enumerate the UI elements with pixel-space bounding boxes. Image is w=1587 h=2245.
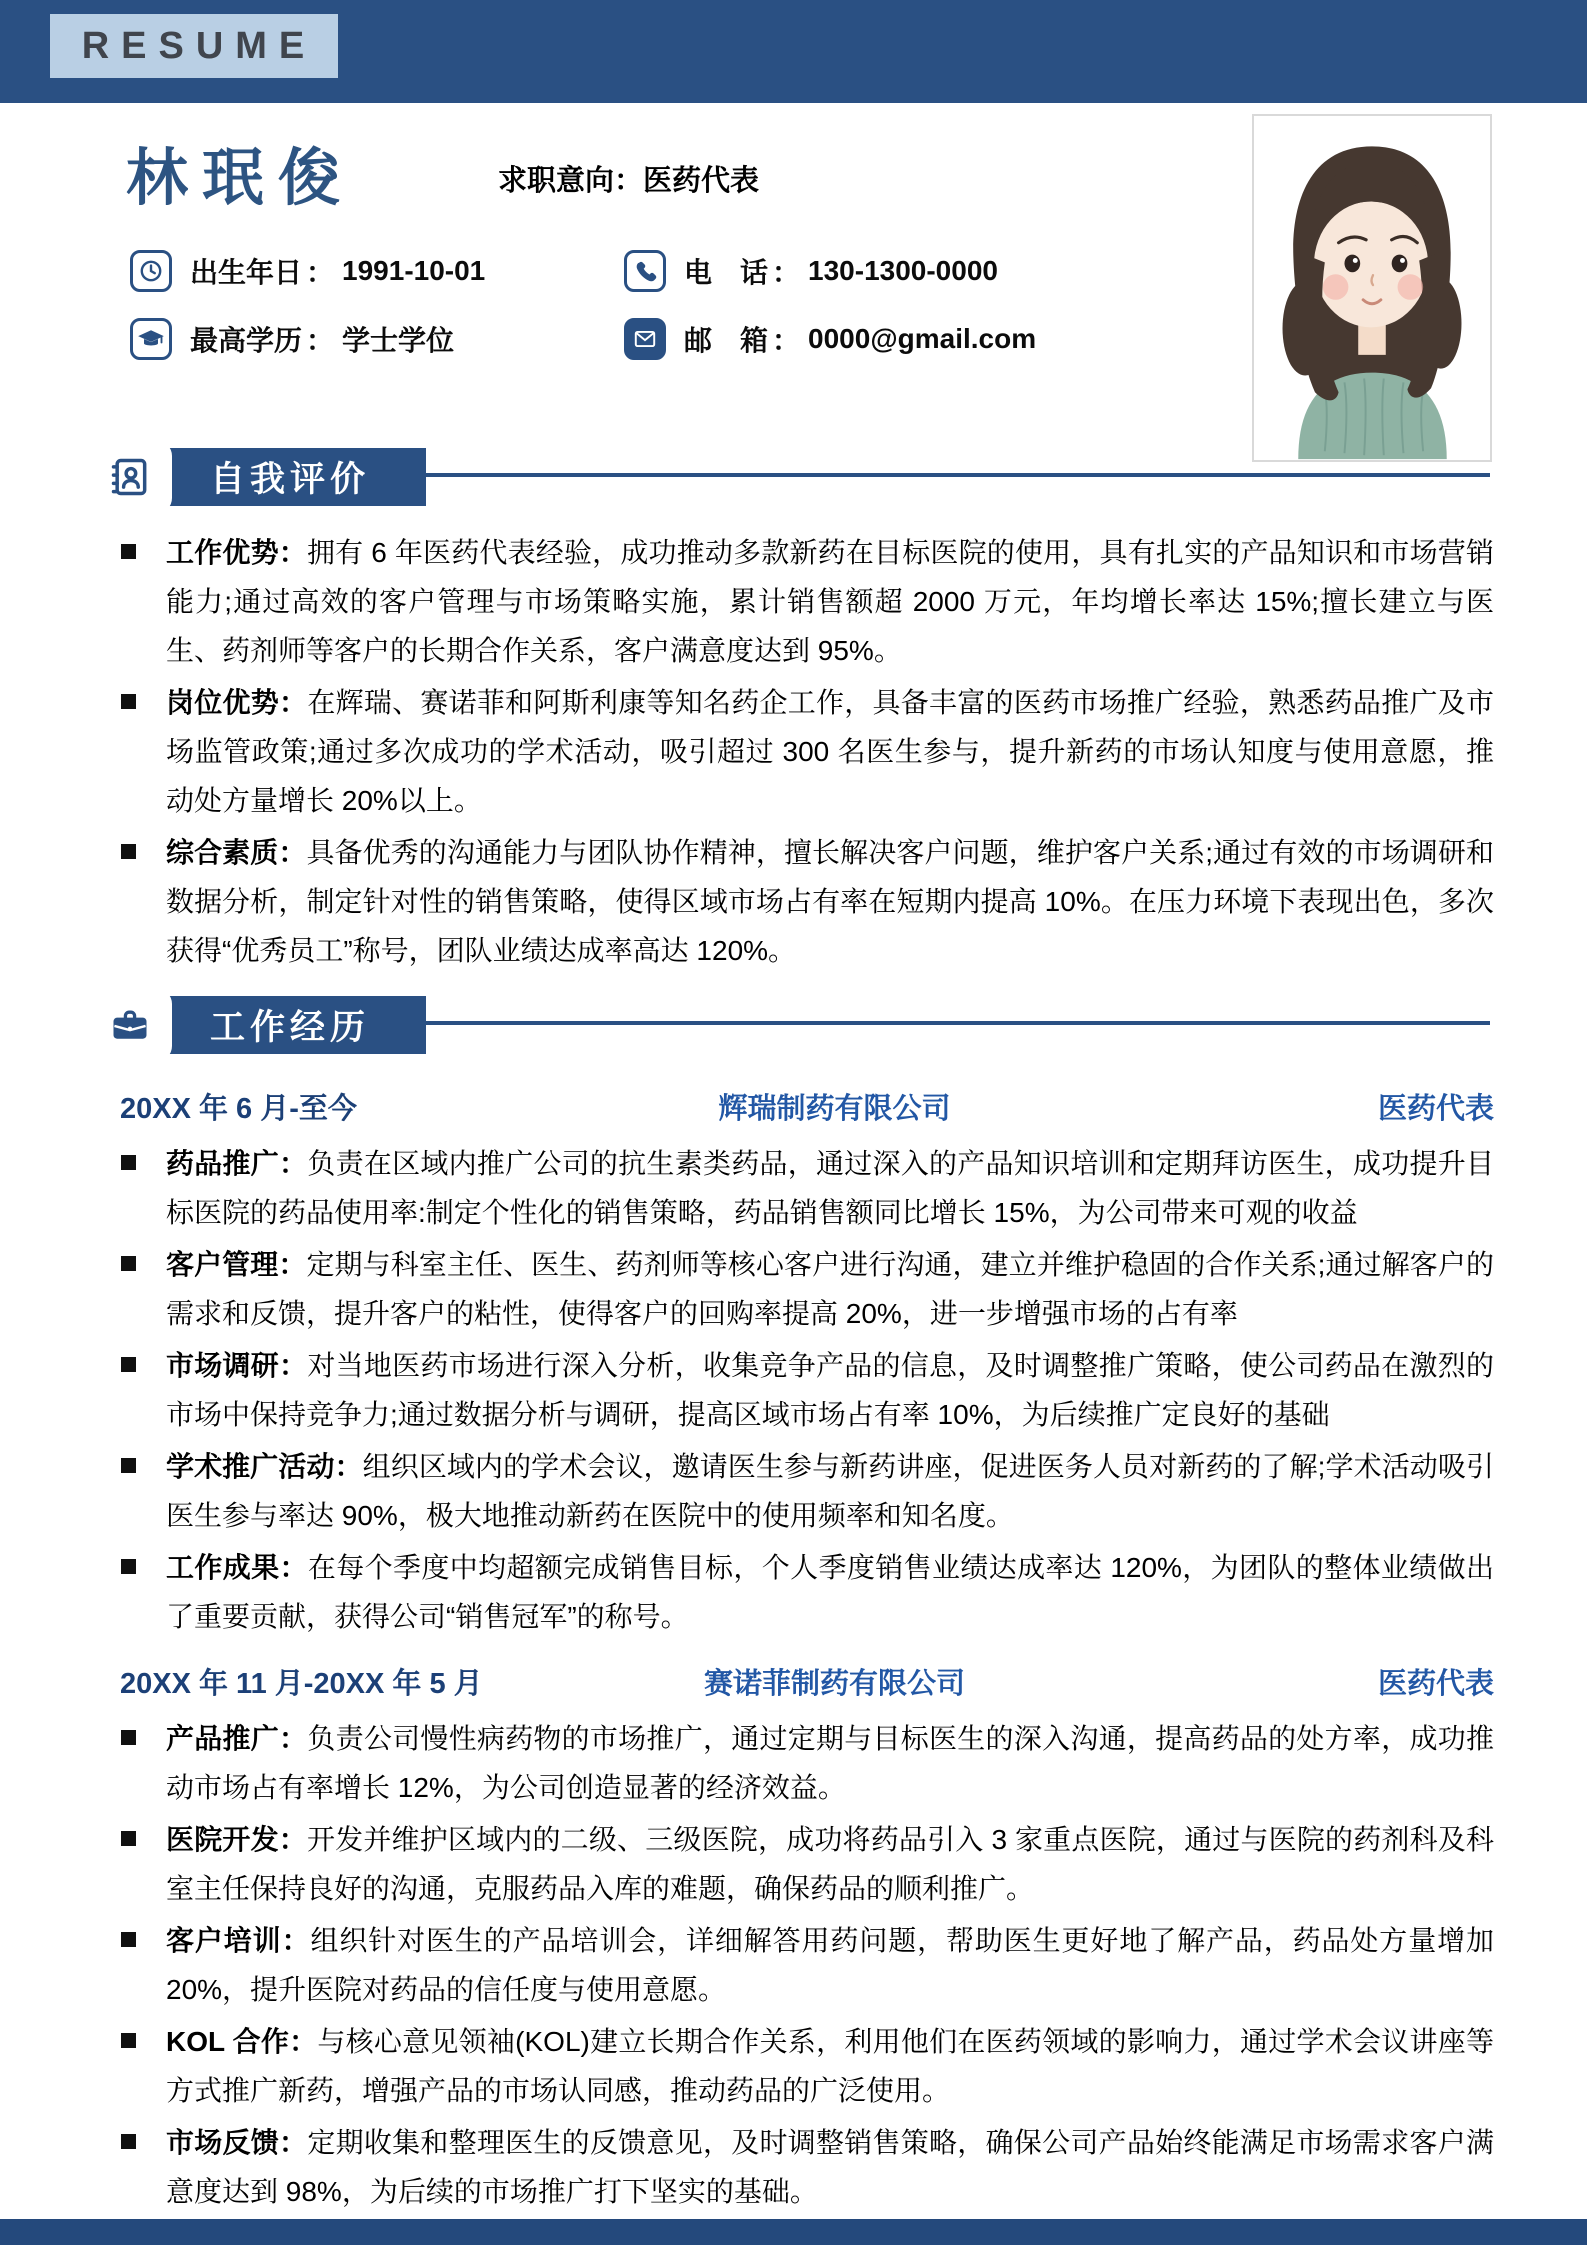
bullet-square (121, 2134, 136, 2149)
resume-banner-label: RESUME (50, 14, 338, 78)
contact-label: 出生年日 (190, 257, 303, 288)
item-text: 组织区域内的学术会议，邀请医生参与新药讲座，促进医务人员对新药的了解;学术活动吸引医生参与率达 90%，极大地推动新药在医院中的使用频率和知名度。 (166, 1451, 1494, 1531)
contact-email: 邮 箱 ： 0000@gmail.com (624, 318, 1036, 360)
bullet-square (121, 1831, 136, 1846)
self-evaluation-list (120, 528, 1494, 978)
job-item: 药品推广：负责在区域内推广公司的抗生素类药品，通过深入的产品知识培训和定期拜访医生，成功提升目标医院的药品使用率:制定个性化的销售策略，药品销售额同比增长 15%，为公司带来可观的收益 (120, 1139, 1494, 1237)
contact-phone: 电 话 ： 130-1300-0000 (624, 250, 1036, 292)
contact-value: 130-1300-0000 (808, 255, 998, 286)
job-item: 工作成果：在每个季度中均超额完成销售目标，个人季度销售业绩达成率达 120%，为团队的整体业绩做出了重要贡献，获得公司“销售冠军”的称号。 (120, 1543, 1494, 1641)
phone-icon (624, 250, 666, 292)
briefcase-icon (88, 988, 172, 1062)
bullet-square (121, 2033, 136, 2048)
bullet-square (121, 1357, 136, 1372)
graduation-cap-icon (130, 318, 172, 360)
job-company: 辉瑞制药有限公司 (718, 1093, 951, 1125)
bullet-square (121, 844, 136, 859)
bullet-square (121, 1155, 136, 1170)
bullet-square (121, 1932, 136, 1947)
job-item: 学术推广活动：组织区域内的学术会议，邀请医生参与新药讲座，促进医务人员对新药的了解;学术活动吸引医生参与率达 90%，极大地推动新药在医院中的使用频率和知名度。 (120, 1442, 1494, 1540)
contact-birthdate: 出生年日 ： 1991-10-01 (130, 250, 624, 292)
section-title: 自我评价 (210, 460, 371, 499)
candidate-name: 林珉俊 (126, 144, 355, 213)
contact-label: 电 话 (684, 257, 769, 288)
bullet-square (121, 1730, 136, 1745)
item-text: 在辉瑞、赛诺菲和阿斯利康等知名药企工作，具备丰富的医药市场推广经验，熟悉药品推广及市场监管政策;通过多次成功的学术活动，吸引超过 300 名医生参与，提升新药的市场认知度与使用意愿，推动处方量增长 20%以上。 (166, 687, 1494, 816)
job-item: 产品推广：负责公司慢性病药物的市场推广，通过定期与目标医生的深入沟通，提高药品的处方率，成功推动市场占有率增长 12%，为公司创造显著的经济效益。 (120, 1714, 1494, 1812)
item-text: 具备优秀的沟通能力与团队协作精神，擅长解决客户问题，维护客户关系;通过有效的市场调研和数据分析，制定针对性的销售策略，使得区域市场占有率在短期内提高 10%。在压力环境下表现出色，多次获得“优秀员工”称号，团队业绩达成率高达 120%。 (166, 837, 1494, 966)
id-card-icon (88, 440, 172, 514)
contact-value: 1991-10-01 (342, 255, 486, 286)
job-header (120, 1086, 1494, 1127)
self-eval-item: 岗位优势：在辉瑞、赛诺菲和阿斯利康等知名药企工作，具备丰富的医药市场推广经验，熟悉药品推广及市场监管政策;通过多次成功的学术活动，吸引超过 300 名医生参与，提升新药的市场认知度与使用意愿，推动处方量增长 20%以上。 (120, 678, 1494, 825)
contact-education: 最高学历 ： 学士学位 (130, 318, 624, 360)
item-text: 负责公司慢性病药物的市场推广，通过定期与目标医生的深入沟通，提高药品的处方率，成功推动市场占有率增长 12%，为公司创造显著的经济效益。 (166, 1723, 1494, 1803)
item-text: 定期收集和整理医生的反馈意见，及时调整销售策略，确保公司产品始终能满足市场需求客户满意度达到 98%，为后续的市场推广打下坚实的基础。 (166, 2127, 1494, 2207)
item-text: 拥有 6 年医药代表经验，成功推动多款新药在目标医院的使用，具有扎实的产品知识和市场营销能力;通过高效的客户管理与市场策略实施，累计销售额超 2000 万元，年均增长率达 15%;擅长建立与医生、药剂师等客户的长期合作关系，客户满意度达到 95%。 (166, 537, 1494, 666)
job-item: 医院开发：开发并维护区域内的二级、三级医院，成功将药品引入 3 家重点医院，通过与医院的药剂科及科室主任保持良好的沟通，克服药品入库的难题，确保药品的顺利推广。 (120, 1815, 1494, 1913)
contact-info (130, 250, 1036, 360)
bullet-square (121, 1256, 136, 1271)
section-title: 工作经历 (210, 1008, 371, 1047)
contact-value: 学士学位 (342, 325, 455, 356)
section-header-self-evaluation (88, 440, 1490, 514)
clock-icon (130, 250, 172, 292)
contact-label: 邮 箱 (684, 325, 769, 356)
item-text: 对当地医药市场进行深入分析，收集竞争产品的信息，及时调整推广策略，使公司药品在激烈的市场中保持竞争力;通过数据分析与调研，提高区域市场占有率 10%，为后续推广定良好的基础 (166, 1350, 1494, 1430)
section-header-work-experience (88, 988, 1490, 1062)
item-text: 在每个季度中均超额完成销售目标，个人季度销售业绩达成率达 120%，为团队的整体业绩做出了重要贡献，获得公司“销售冠军”的称号。 (166, 1552, 1494, 1632)
item-text: 负责在区域内推广公司的抗生素类药品，通过深入的产品知识培训和定期拜访医生，成功提升目标医院的药品使用率:制定个性化的销售策略，药品销售额同比增长 15%，为公司带来可观的收益 (166, 1148, 1494, 1228)
job-item: 市场调研：对当地医药市场进行深入分析，收集竞争产品的信息，及时调整推广策略，使公司药品在激烈的市场中保持竞争力;通过数据分析与调研，提高区域市场占有率 10%，为后续推广定良好的基础 (120, 1341, 1494, 1439)
self-eval-item: 工作优势：拥有 6 年医药代表经验，成功推动多款新药在目标医院的使用，具有扎实的产品知识和市场营销能力;通过高效的客户管理与市场策略实施，累计销售额超 2000 万元，年均增长率达 15%;擅长建立与医生、药剂师等客户的长期合作关系，客户满意度达到 95%。 (120, 528, 1494, 675)
job-period: 20XX 年 6 月-至今 (120, 1093, 357, 1125)
profile-photo (1252, 114, 1492, 462)
job-intent: 求职意向：医药代表 (498, 165, 760, 197)
job-item: 客户培训：组织针对医生的产品培训会，详细解答用药问题，帮助医生更好地了解产品，药品处方量增加 20%，提升医院对药品的信任度与使用意愿。 (120, 1916, 1494, 2014)
bullet-square (121, 544, 136, 559)
job-role: 医药代表 (1377, 1668, 1494, 1700)
contact-value: 0000@gmail.com (808, 323, 1037, 354)
bullet-square (121, 1458, 136, 1473)
mail-icon (624, 318, 666, 360)
job-period: 20XX 年 11 月-20XX 年 5 月 (120, 1668, 483, 1700)
job-company: 赛诺菲制药有限公司 (703, 1668, 965, 1700)
job-header (120, 1661, 1494, 1702)
bullet-square (121, 1559, 136, 1574)
job-role: 医药代表 (1377, 1093, 1494, 1125)
self-eval-item: 综合素质：具备优秀的沟通能力与团队协作精神，擅长解决客户问题，维护客户关系;通过有效的市场调研和数据分析，制定针对性的销售策略，使得区域市场占有率在短期内提高 10%。在压力环境下表现出色，多次获得“优秀员工”称号，团队业绩达成率高达 120%。 (120, 828, 1494, 975)
job-item: 客户管理：定期与科室主任、医生、药剂师等核心客户进行沟通，建立并维护稳固的合作关系;通过解客户的需求和反馈，提升客户的粘性，使得客户的回购率提高 20%，进一步增强市场的占有率 (120, 1240, 1494, 1338)
work-experience (120, 1086, 1494, 2219)
item-text: 组织针对医生的产品培训会，详细解答用药问题，帮助医生更好地了解产品，药品处方量增加 20%，提升医院对药品的信任度与使用意愿。 (166, 1925, 1494, 2005)
item-text: 开发并维护区域内的二级、三级医院，成功将药品引入 3 家重点医院，通过与医院的药剂科及科室主任保持良好的沟通，克服药品入库的难题，确保药品的顺利推广。 (166, 1824, 1494, 1904)
job-item: 市场反馈：定期收集和整理医生的反馈意见，及时调整销售策略，确保公司产品始终能满足市场需求客户满意度达到 98%，为后续的市场推广打下坚实的基础。 (120, 2118, 1494, 2216)
item-text: 定期与科室主任、医生、药剂师等核心客户进行沟通，建立并维护稳固的合作关系;通过解客户的需求和反馈，提升客户的粘性，使得客户的回购率提高 20%，进一步增强市场的占有率 (166, 1249, 1494, 1329)
job-item: KOL 合作：与核心意见领袖(KOL)建立长期合作关系，利用他们在医药领域的影响力，通过学术会议讲座等方式推广新药，增强产品的市场认同感，推动药品的广泛使用。 (120, 2017, 1494, 2115)
bullet-square (121, 694, 136, 709)
contact-label: 最高学历 (190, 325, 303, 356)
top-banner (0, 0, 1587, 103)
footer-band (0, 2219, 1587, 2245)
item-text: 与核心意见领袖(KOL)建立长期合作关系，利用他们在医药领域的影响力，通过学术会议讲座等方式推广新药，增强产品的市场认同感，推动药品的广泛使用。 (166, 2026, 1494, 2106)
